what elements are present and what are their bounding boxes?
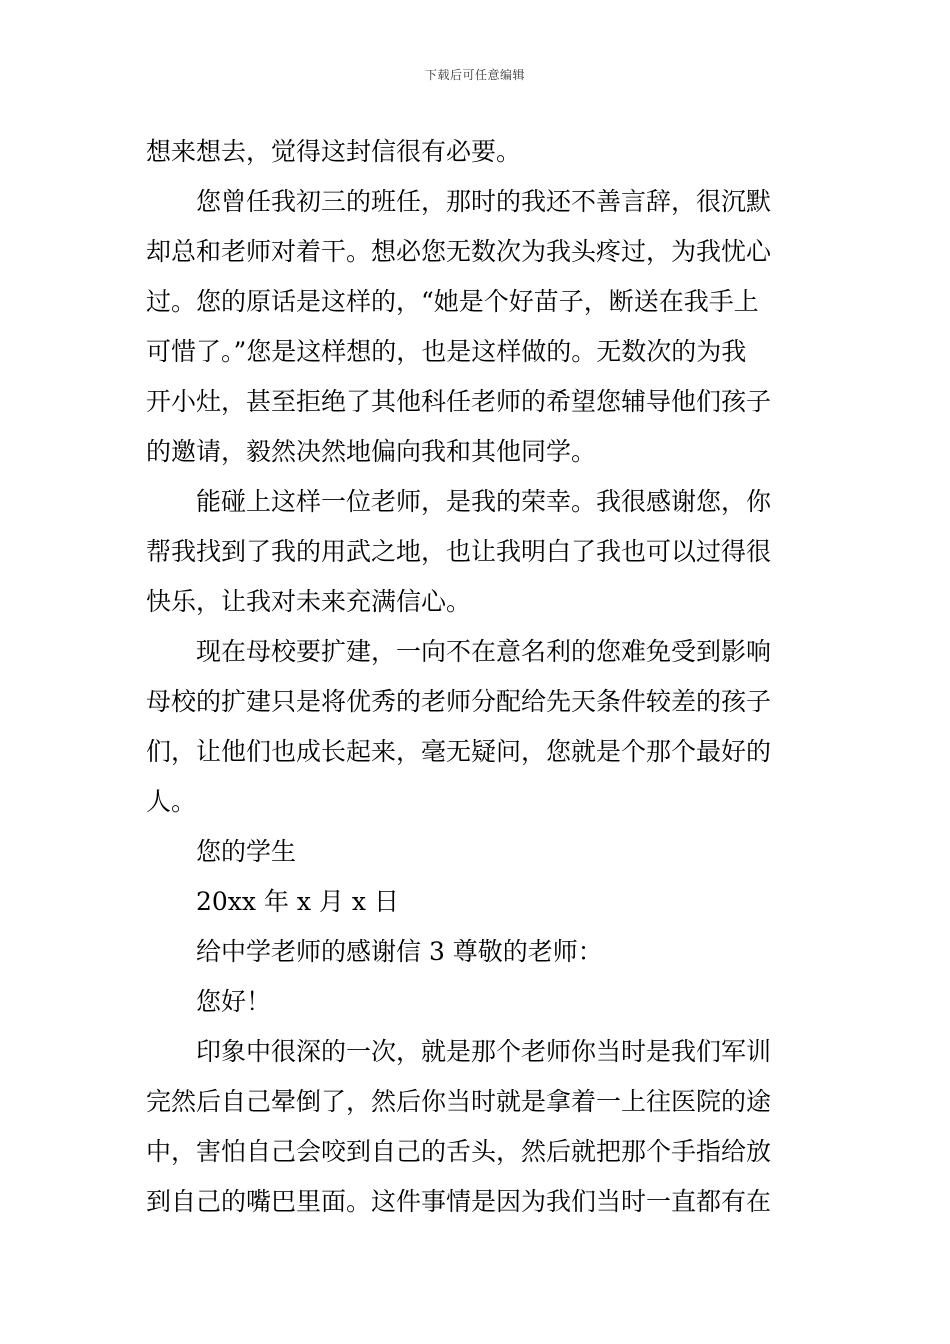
text-line: 您曾任我初三的班任，那时的我还不善言辞，很沉默	[196, 187, 772, 216]
text-line: 中，害怕自己会咬到自己的舌头，然后就把那个手指给放	[146, 1137, 772, 1166]
letter-body	[146, 127, 810, 1227]
text-line: 快乐，让我对未来充满信心。	[146, 587, 472, 616]
letter-title-line: 给中学老师的感谢信 3 尊敬的老师：	[196, 937, 603, 966]
text-line: 母校的扩建只是将优秀的老师分配给先天条件较差的孩子	[146, 687, 772, 716]
text-line: 印象中很深的一次，就是那个老师你当时是我们军训	[196, 1037, 772, 1066]
text-line: 现在母校要扩建，一向不在意名利的您难免受到影响	[196, 637, 772, 666]
text-line: 人。	[146, 787, 197, 816]
text-line: 能碰上这样一位老师，是我的荣幸。我很感谢您，你	[196, 487, 772, 516]
text-line: 到自己的嘴巴里面。这件事情是因为我们当时一直都有在	[146, 1187, 772, 1216]
text-line: 帮我找到了我的用武之地，也让我明白了我也可以过得很	[146, 537, 772, 566]
signature-line: 您的学生	[196, 837, 297, 866]
text-line: 想来想去，觉得这封信很有必要。	[146, 137, 522, 166]
text-line: 完然后自己晕倒了，然后你当时就是拿着一上往医院的途	[146, 1087, 772, 1116]
date-line: 20xx 年 x 月 x 日	[196, 887, 399, 916]
text-line: 却总和老师对着干。想必您无数次为我头疼过，为我忧心	[146, 237, 772, 266]
text-line: 们，让他们也成长起来，毫无疑问，您就是个那个最好的	[146, 737, 772, 766]
text-line: 的邀请，毅然决然地偏向我和其他同学。	[146, 437, 597, 466]
text-line: 开小灶，甚至拒绝了其他科任老师的希望您辅导他们孩子	[146, 387, 772, 416]
text-line: 可惜了。”您是这样想的，也是这样做的。无数次的为我	[146, 337, 747, 366]
page-header: 下载后可任意编辑	[424, 68, 525, 82]
text-line: 过。您的原话是这样的，“她是个好苗子，断送在我手上	[146, 287, 759, 316]
greeting-line: 您好！	[196, 987, 272, 1016]
